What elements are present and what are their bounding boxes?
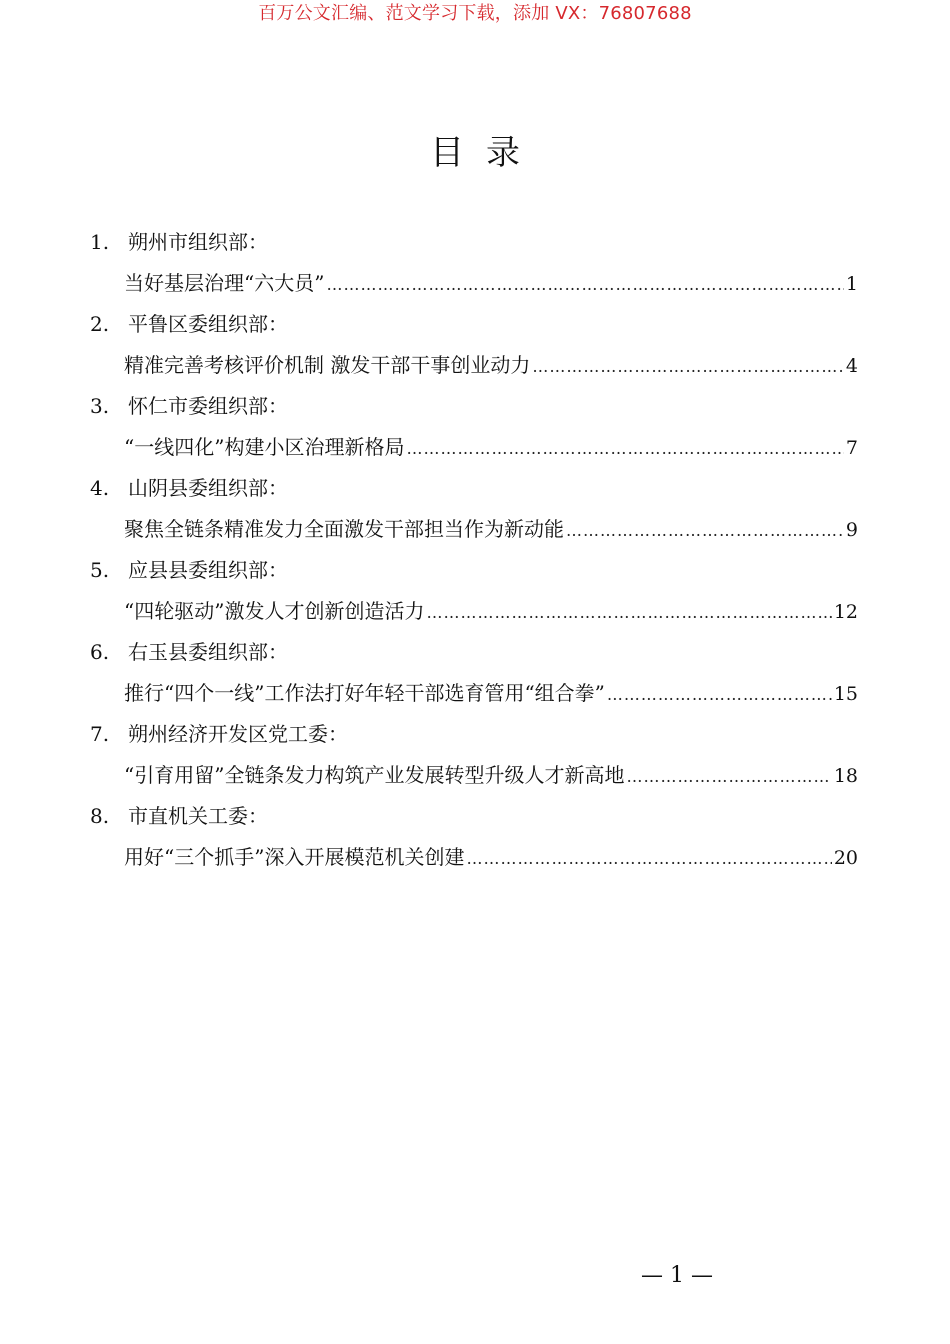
toc-entry[interactable]	[86, 468, 858, 550]
entry-number: 7.	[90, 722, 110, 746]
entry-org: 右玉县委组织部：	[128, 640, 288, 664]
page-number: — 1 —	[641, 1263, 713, 1288]
toc-entry[interactable]	[86, 222, 858, 304]
toc-entry[interactable]	[86, 796, 858, 878]
entry-article: “引育用留”全链条发力构筑产业发展转型升级人才新高地	[124, 763, 625, 787]
toc-entry[interactable]	[86, 550, 858, 632]
leader-dots	[466, 838, 831, 880]
entry-number: 2.	[90, 312, 110, 336]
entry-article: 当好基层治理“六大员”	[124, 271, 325, 295]
entry-page: 9	[845, 519, 858, 541]
entry-org: 怀仁市委组织部：	[128, 394, 288, 418]
entry-org: 山阴县委组织部：	[128, 476, 288, 500]
entry-page: 15	[833, 683, 858, 705]
entry-page: 20	[833, 847, 858, 869]
entry-org: 应县县委组织部：	[128, 558, 288, 582]
entry-number: 4.	[90, 476, 110, 500]
leader-dots	[566, 510, 844, 552]
entry-page: 1	[845, 273, 858, 295]
leader-dots	[532, 346, 844, 388]
entry-page: 4	[845, 355, 858, 377]
watermark-banner: 百万公文汇编、范文学习下载，添加 VX：76807688	[258, 3, 692, 24]
entry-number: 1.	[90, 230, 110, 254]
entry-number: 6.	[90, 640, 110, 664]
entry-number: 3.	[90, 394, 110, 418]
toc-entry[interactable]	[86, 304, 858, 386]
entry-org: 朔州经济开发区党工委：	[128, 722, 348, 746]
leader-dots	[406, 428, 843, 470]
entry-article: 聚焦全链条精准发力全面激发干部担当作为新动能	[124, 517, 564, 541]
toc-entry[interactable]	[86, 632, 858, 714]
table-of-contents	[86, 222, 858, 878]
entry-org: 朔州市组织部：	[128, 230, 268, 254]
leader-dots	[326, 264, 843, 306]
entry-page: 7	[845, 437, 858, 459]
toc-entry[interactable]	[86, 386, 858, 468]
entry-number: 8.	[90, 804, 110, 828]
leader-dots	[426, 592, 831, 634]
leader-dots	[607, 674, 832, 716]
leader-dots	[626, 756, 831, 798]
toc-entry[interactable]	[86, 714, 858, 796]
entry-article: 精准完善考核评价机制 激发干部干事创业动力	[124, 353, 531, 377]
entry-org: 平鲁区委组织部：	[128, 312, 288, 336]
page-title: 目录	[430, 133, 542, 173]
entry-article: 用好“三个抓手”深入开展模范机关创建	[124, 845, 465, 869]
entry-page: 12	[833, 601, 858, 623]
entry-org: 市直机关工委：	[128, 804, 268, 828]
entry-page: 18	[833, 765, 858, 787]
entry-number: 5.	[90, 558, 110, 582]
entry-article: 推行“四个一线”工作法打好年轻干部选育管用“组合拳”	[124, 681, 605, 705]
entry-article: “四轮驱动”激发人才创新创造活力	[124, 599, 425, 623]
entry-article: “一线四化”构建小区治理新格局	[124, 435, 405, 459]
